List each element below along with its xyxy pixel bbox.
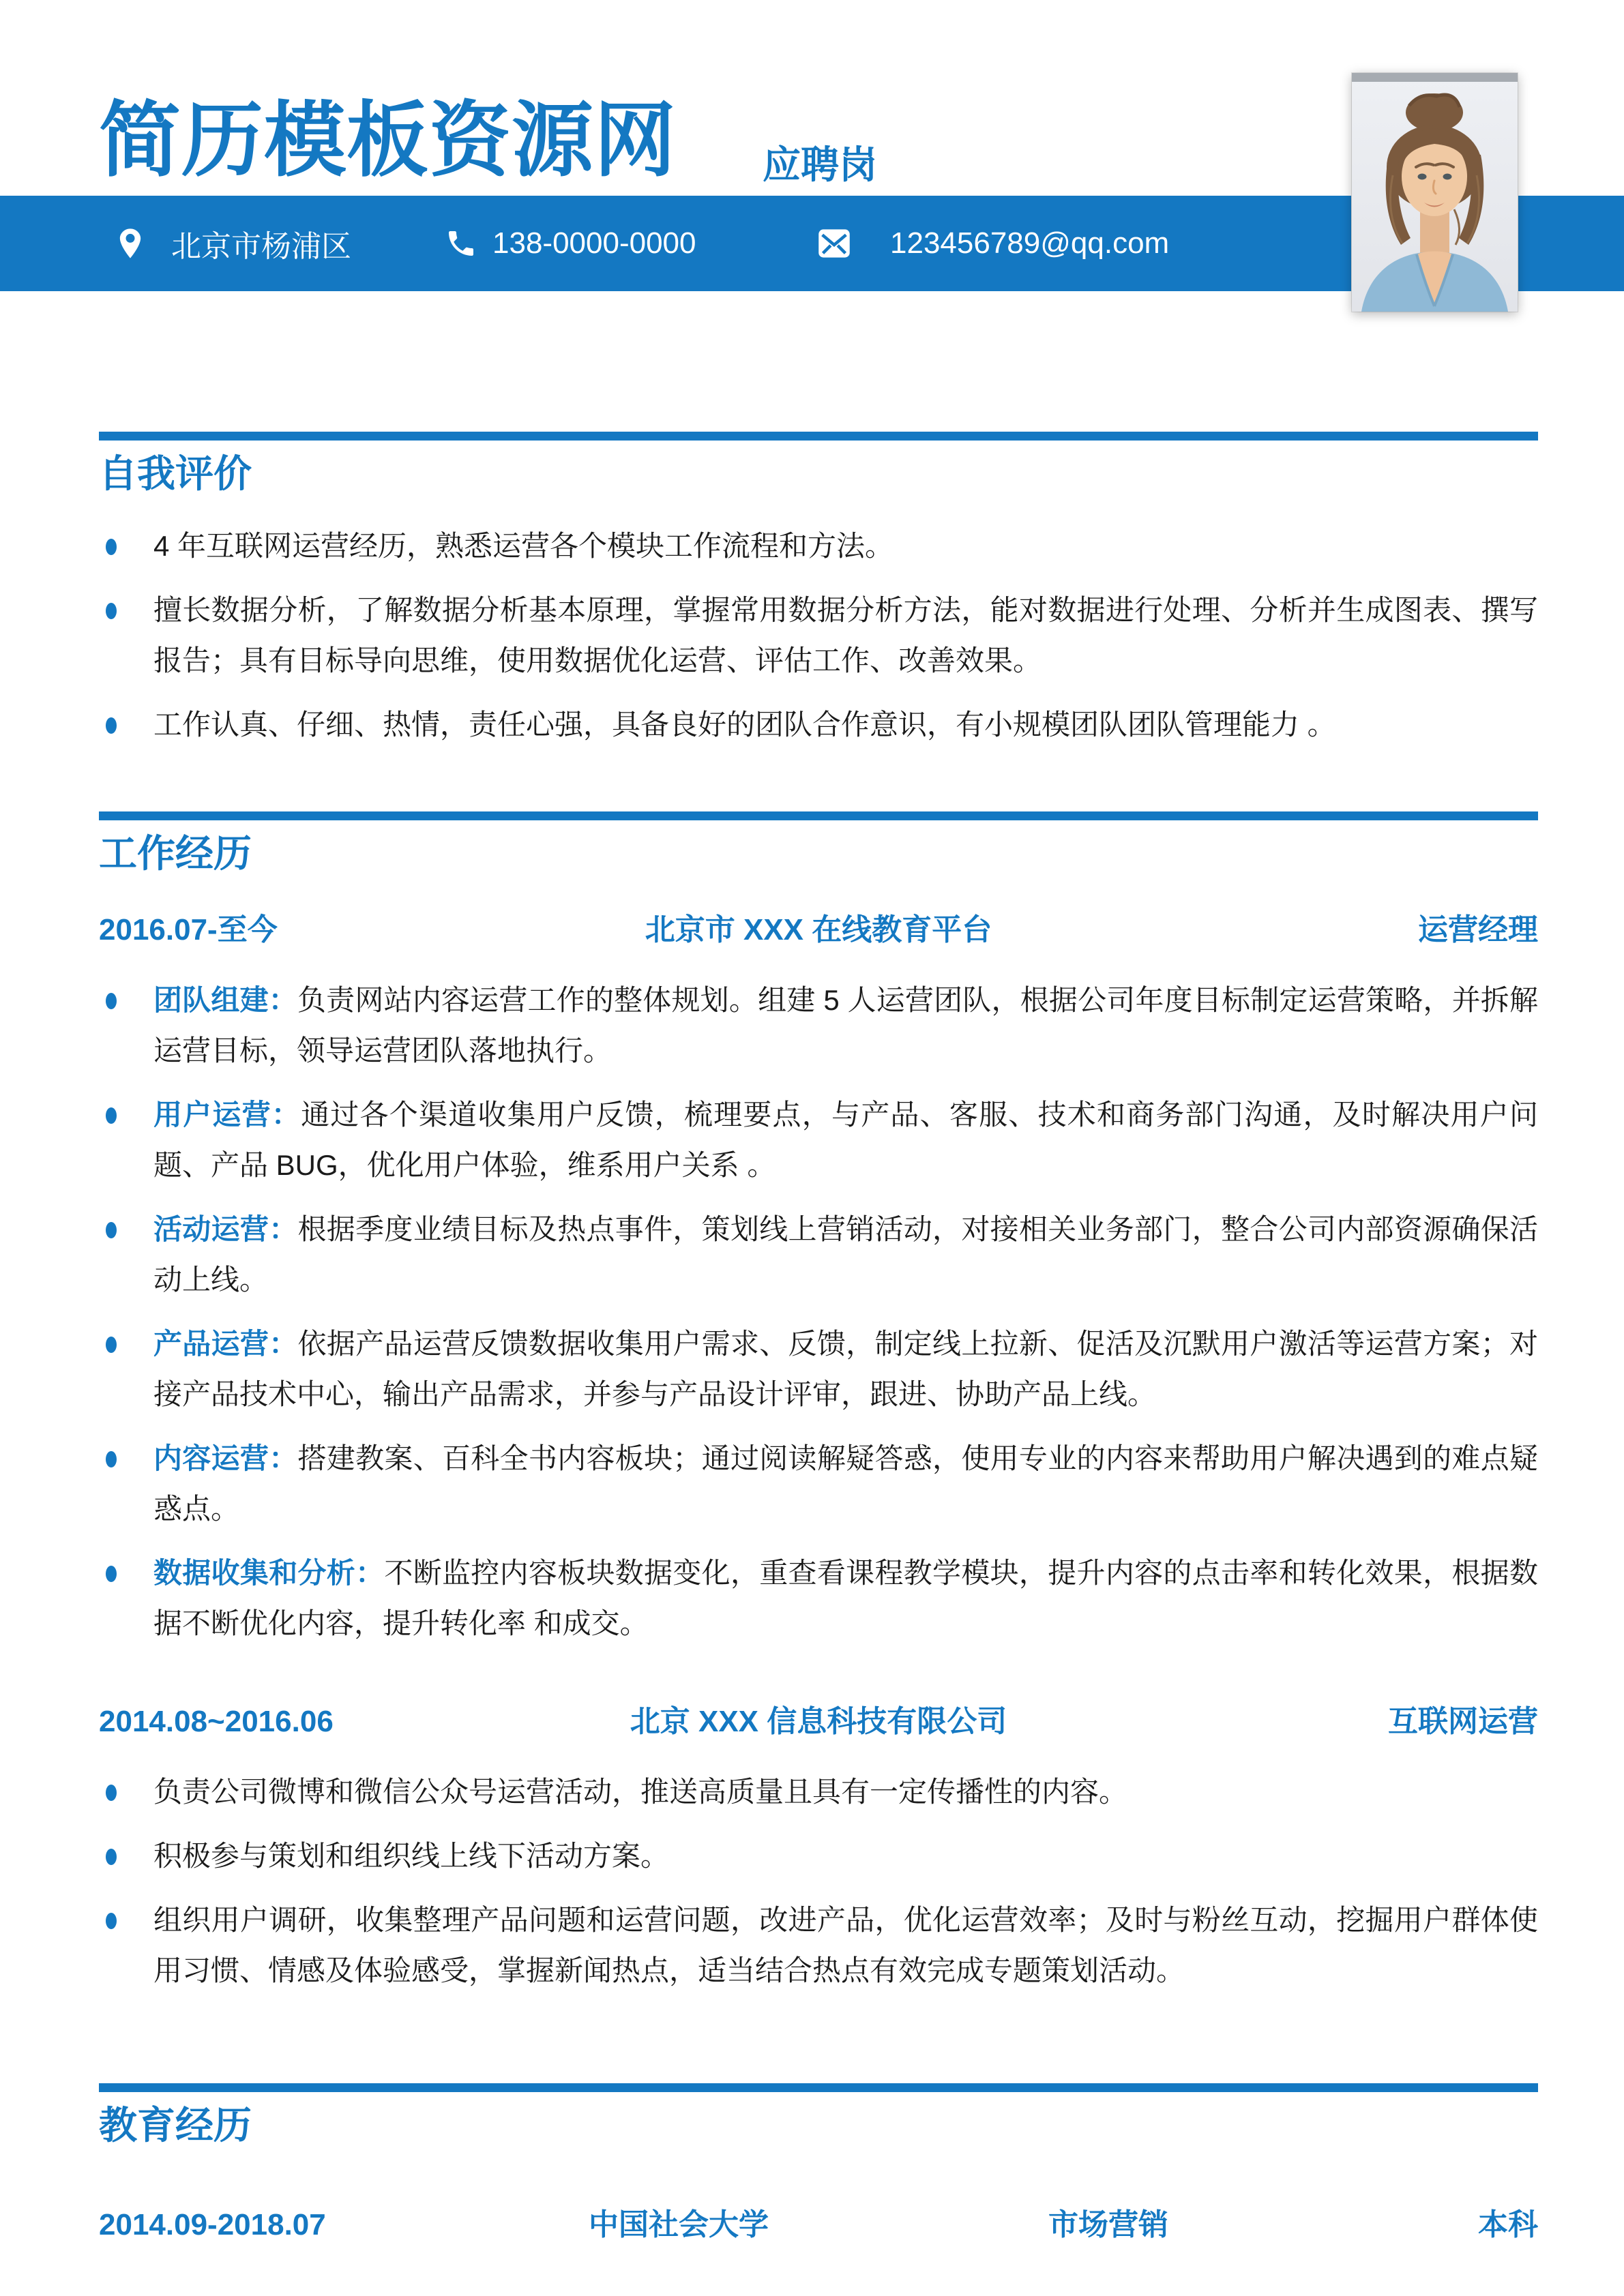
job-header-row (99, 910, 1538, 949)
bullet-text: 工作认真、仔细、热情，责任心强，具备良好的团队合作意识，有小规模团队团队管理能力 。 (153, 709, 1336, 741)
list-item (99, 975, 1538, 1076)
section-self-evaluation (99, 432, 1538, 750)
bullet-text: 4 年互联网运营经历，熟悉运营各个模块工作流程和方法。 (153, 530, 894, 562)
resume-body (99, 291, 1538, 2245)
bullet-text: 通过各个渠道收集用户反馈，梳理要点，与产品、客服、技术和商务部门沟通，及时解决用户问题、产品 BUG，优化用户体验，维系用户关系 。 (153, 1099, 1538, 1182)
education-major: 市场营销 (1048, 2208, 1168, 2242)
bullet-label: 用户运营： (153, 1099, 301, 1131)
bullet-label: 产品运营： (153, 1328, 298, 1360)
education-period: 2014.09-2018.07 (99, 2208, 326, 2242)
bullet-text: 擅长数据分析，了解数据分析基本原理，掌握常用数据分析方法，能对数据进行处理、分析并生成图表、撰写报告；具有目标导向思维，使用数据优化运营、评估工作、改善效果。 (153, 594, 1538, 676)
location-text: 北京市杨浦区 (171, 230, 351, 263)
bullet-text: 组织用户调研，收集整理产品问题和运营问题，改进产品，优化运营效率；及时与粉丝互动，挖掘用户群体使用习惯、情感及体验感受，掌握新闻热点，适当结合热点有效完成专题策划活动。 (153, 1904, 1538, 1987)
bullet-text: 搭建教案、百科全书内容板块；通过阅读解疑答惑，使用专业的内容来帮助用户解决遇到的难点疑惑点。 (153, 1442, 1538, 1525)
education-degree: 本科 (1478, 2208, 1538, 2242)
bullet-text: 根据季度业绩目标及热点事件，策划线上营销活动，对接相关业务部门，整合公司内部资源确保活动上线。 (153, 1213, 1538, 1296)
list-item (99, 585, 1538, 686)
education-row (99, 2205, 1538, 2244)
list-item (99, 1090, 1538, 1191)
contact-phone (445, 196, 696, 291)
section-work-experience (99, 811, 1538, 1996)
bullet-text: 积极参与策划和组织线上线下活动方案。 (153, 1840, 670, 1873)
contact-location (113, 196, 351, 291)
job-duty-list (99, 975, 1538, 1649)
section-divider (99, 2083, 1538, 2092)
section-divider (99, 432, 1538, 441)
profile-photo (1352, 73, 1518, 312)
job-company: 北京市 XXX 在线教育平台 (645, 913, 992, 946)
self-evaluation-list (99, 521, 1538, 750)
contact-email (815, 196, 1169, 291)
bullet-text: 依据产品运营反馈数据收集用户需求、反馈，制定线上拉新、促活及沉默用户激活等运营方案；对接产品技术中心，输出产品需求，并参与产品设计评审，跟进、协助产品上线。 (153, 1328, 1538, 1411)
list-item (99, 1831, 1538, 1881)
list-item (99, 1433, 1538, 1534)
list-item (99, 521, 1538, 571)
page-title: 简历模板资源网 (99, 95, 677, 186)
job-header-row (99, 1702, 1538, 1741)
list-item (99, 1319, 1538, 1420)
phone-number: 138-0000-0000 (492, 226, 696, 260)
list-item (99, 700, 1538, 750)
job-role: 互联网运营 (1388, 1705, 1538, 1739)
education-school: 中国社会大学 (589, 2208, 769, 2242)
job-period: 2014.08~2016.06 (99, 1705, 334, 1739)
section-education (99, 2083, 1538, 2244)
bullet-label: 内容运营： (153, 1442, 298, 1475)
location-pin-icon (113, 226, 148, 261)
job-period: 2016.07-至今 (99, 913, 278, 946)
email-address: 123456789@qq.com (890, 226, 1170, 260)
bullet-text: 不断监控内容板块数据变化，重查看课程教学模块，提升内容的点击率和转化效果，根据数据不断优化内容，提升转化率 和成交。 (153, 1557, 1538, 1640)
list-item (99, 1767, 1538, 1817)
job-company: 北京 XXX 信息科技有限公司 (630, 1705, 1007, 1739)
bullet-label: 数据收集和分析： (153, 1557, 385, 1590)
section-title-self-evaluation: 自我评价 (99, 452, 252, 495)
bullet-label: 团队组建： (153, 984, 297, 1017)
list-item (99, 1204, 1538, 1305)
phone-icon (445, 227, 477, 260)
bullet-text: 负责公司微博和微信公众号运营活动，推送高质量且具有一定传播性的内容。 (153, 1776, 1128, 1808)
section-title-work-experience: 工作经历 (99, 832, 252, 875)
email-envelope-icon (815, 226, 853, 261)
job-duty-list (99, 1767, 1538, 1996)
bullet-label: 活动运营： (153, 1213, 298, 1246)
section-divider (99, 811, 1538, 820)
section-title-education: 教育经历 (99, 2104, 252, 2147)
target-position-label: 应聘岗 (763, 143, 877, 186)
list-item (99, 1895, 1538, 1996)
job-role: 运营经理 (1418, 913, 1538, 946)
list-item (99, 1548, 1538, 1649)
bullet-text: 负责网站内容运营工作的整体规划。组建 5 人运营团队，根据公司年度目标制定运营策略，并拆解运营目标，领导运营团队落地执行。 (153, 984, 1538, 1067)
